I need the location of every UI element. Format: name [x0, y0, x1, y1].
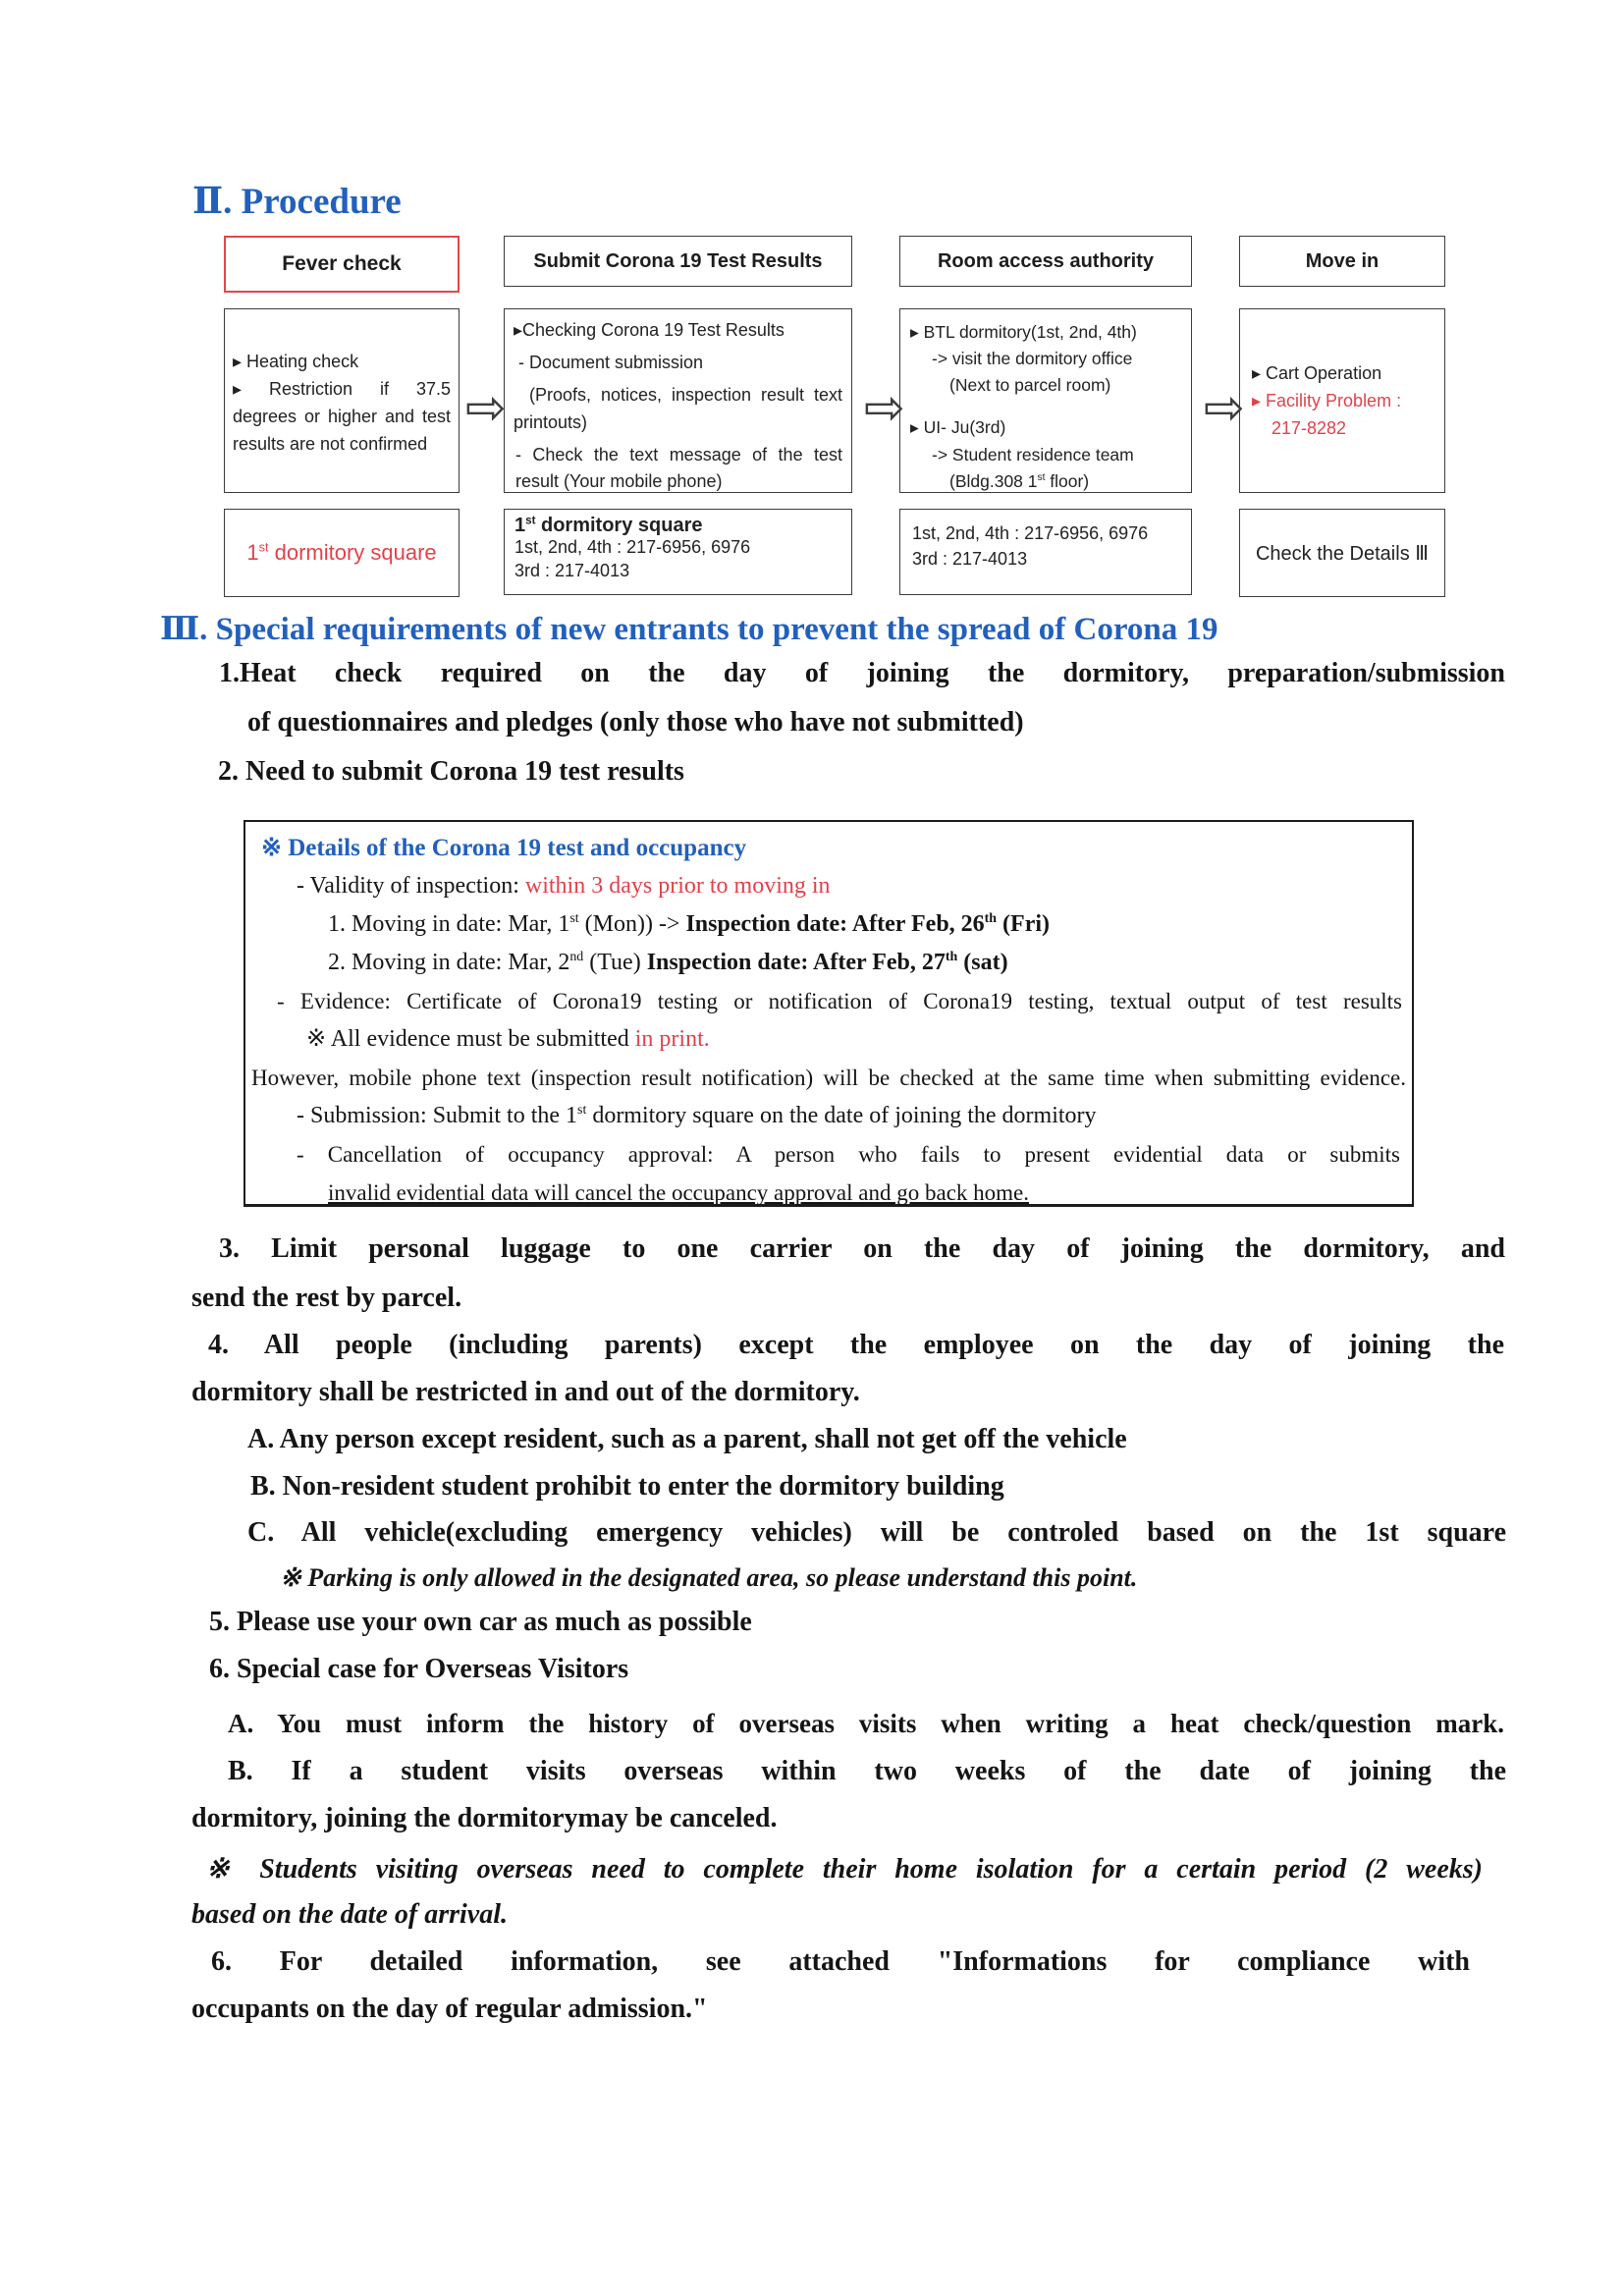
footer-rest: dormitory square: [268, 540, 437, 565]
fever-body-line2: ▸ Restriction if 37.5 degrees or higher and test results are not confirmed: [233, 378, 451, 454]
line6-pre: (Bldg.308 1: [949, 470, 1038, 491]
move2-bold: Inspection date: After Feb, 27: [646, 950, 946, 975]
item-4a: A. Any person except resident, such as a parent, shall not get off the vehicle: [247, 1424, 1127, 1454]
item-4-line-2: dormitory shall be restricted in and out of the dormitory.: [191, 1377, 860, 1407]
overseas-note-line-1: ※ Students visiting overseas need to complete their home isolation for a certain period (2 weeks): [206, 1854, 1483, 1885]
flow-column-submit-results: [504, 236, 852, 601]
overseas-note-line-2: based on the date of arrival.: [191, 1899, 508, 1930]
move-body-line1: ▸ Cart Operation: [1252, 363, 1382, 383]
room-access-footer: [899, 509, 1192, 595]
footer-num: 1: [246, 540, 259, 565]
move1-bold: Inspection date: After Feb, 26: [685, 911, 985, 937]
move1-pre: 1. Moving in date: Mar, 1: [328, 911, 570, 937]
room-body-line2: -> visit the dormitory office: [932, 349, 1133, 369]
submit-body-line3: (Proofs, notices, inspection result text printouts): [514, 384, 842, 432]
footer-sup: st: [525, 514, 536, 527]
move-body-line2: ▸ Facility Problem :: [1252, 390, 1402, 410]
section3-title: Ⅲ. Special requirements of new entrants to prevent the spread of Corona 19: [160, 612, 1218, 647]
room-body-line5: -> Student residence team: [932, 444, 1134, 465]
move2-sup: nd: [569, 950, 584, 964]
footer-text: [246, 540, 436, 566]
flow-column-fever-check: [224, 236, 460, 601]
item-6-last-line-1: 6. For detailed information, see attached "Informations for compliance with: [211, 1946, 1470, 1977]
room-access-header: Room access authority: [899, 236, 1192, 287]
footer-title: [514, 515, 841, 537]
move-body-line3: 217-8282: [1271, 417, 1347, 438]
room-body-line4: ▸ UI- Ju(3rd): [910, 417, 1006, 438]
footer-phone-1: 1st, 2nd, 4th : 217-6956, 6976: [514, 537, 751, 557]
move1-mid: (Mon)) ->: [578, 911, 686, 937]
room-body-line6: [949, 468, 1183, 495]
footer-rest: dormitory square: [535, 515, 703, 536]
fever-check-body: [224, 308, 460, 493]
line6-sup: st: [1037, 471, 1046, 483]
submission-sup: st: [577, 1103, 587, 1118]
print-red: in print.: [634, 1026, 710, 1052]
corona-test-details-box: [243, 820, 1414, 1207]
item-1-line-2: of questionnaires and pledges (only those who have not submitted): [247, 707, 1024, 738]
move-in-body: [1239, 308, 1445, 493]
parking-note: ※ Parking is only allowed in the designated area, so please understand this point.: [280, 1563, 1138, 1592]
move1-bold-sup: th: [984, 911, 998, 926]
details-print: [245, 1020, 1412, 1059]
submission-rest: dormitory square on the date of joining the dormitory: [586, 1103, 1097, 1128]
move-in-header: Move in: [1239, 236, 1445, 287]
room-body-line1: ▸ BTL dormitory(1st, 2nd, 4th): [910, 322, 1137, 342]
item-3-line-1: 3. Limit personal luggage to one carrier on the day of joining the dormitory, and: [219, 1233, 1505, 1264]
details-cancel-line2: invalid evidential data will cancel the occupancy approval and go back home.: [328, 1180, 1029, 1205]
submission-pre: - Submission: Submit to the 1: [297, 1103, 578, 1128]
details-validity: [245, 867, 1412, 905]
arrow-right-icon-3: ⇨: [1204, 379, 1245, 436]
item-4-line-1: 4. All people (including parents) except the employee on the day of joining the: [208, 1330, 1504, 1360]
flow-column-move-in: [1239, 236, 1445, 601]
item-6: 6. Special case for Overseas Visitors: [209, 1654, 629, 1684]
item-5: 5. Please use your own car as much as possible: [209, 1607, 752, 1637]
footer-phone-2: 3rd : 217-4013: [912, 549, 1028, 569]
fever-check-footer: [224, 509, 460, 597]
move2-bold-end: (sat): [957, 950, 1008, 975]
validity-label: - Validity of inspection:: [297, 873, 525, 899]
section2-title: Ⅱ. Procedure: [192, 182, 402, 222]
submit-body-line1: ▸Checking Corona 19 Test Results: [514, 320, 784, 340]
item-6-last-line-2: occupants on the day of regular admission.": [191, 1994, 708, 2024]
submit-results-body: [504, 308, 852, 493]
flow-column-room-access: [899, 236, 1192, 601]
procedure-flowchart: [224, 236, 1445, 601]
move1-bold-end: (Fri): [997, 911, 1051, 937]
details-submission: [245, 1097, 1412, 1135]
item-4c: C. All vehicle(excluding emergency vehicles) will be controled based on the 1st square: [247, 1517, 1506, 1548]
line6-rest: floor): [1045, 470, 1090, 491]
item-6b-line-1: B. If a student visits overseas within two weeks of the date of joining the: [228, 1756, 1506, 1786]
details-however: However, mobile phone text (inspection result notification) will be checked at the same time when submitting evidence.: [251, 1066, 1406, 1090]
move2-mid: (Tue): [583, 950, 647, 975]
submit-results-footer: [504, 509, 852, 595]
item-6b-line-2: dormitory, joining the dormitorymay be canceled.: [191, 1803, 778, 1833]
submit-body-line2: - Document submission: [518, 352, 704, 372]
details-evidence: - Evidence: Certificate of Corona19 testing or notification of Corona19 testing, textual output of test results: [277, 989, 1402, 1013]
item-6a: A. You must inform the history of overseas visits when writing a heat check/question mark.: [228, 1709, 1504, 1738]
move2-bold-sup: th: [945, 950, 958, 964]
item-1-line-1: 1.Heat check required on the day of joining the dormitory, preparation/submission: [219, 658, 1505, 688]
room-access-body: [899, 308, 1192, 493]
item-3-line-2: send the rest by parcel.: [191, 1283, 462, 1313]
move1-sup: st: [569, 911, 579, 926]
room-body-line3: (Next to parcel room): [949, 375, 1111, 396]
details-move1: [245, 905, 1412, 944]
footer-phone-1: 1st, 2nd, 4th : 217-6956, 6976: [912, 523, 1149, 543]
arrow-right-icon-1: ⇨: [465, 379, 507, 436]
fever-check-header: Fever check: [224, 236, 460, 293]
submit-body-line4: - Check the text message of the test result (Your mobile phone): [515, 444, 842, 492]
move-in-footer: Check the Details Ⅲ: [1239, 509, 1445, 597]
footer-sup: st: [258, 539, 269, 555]
fever-body-line1: ▸ Heating check: [233, 352, 359, 371]
details-move2: [245, 944, 1412, 982]
move2-pre: 2. Moving in date: Mar, 2: [328, 950, 570, 975]
item-4b: B. Non-resident student prohibit to enter the dormitory building: [250, 1471, 1004, 1502]
validity-value: within 3 days prior to moving in: [524, 873, 831, 899]
submit-results-header: Submit Corona 19 Test Results: [504, 236, 852, 287]
item-2: 2. Need to submit Corona 19 test results: [218, 756, 684, 787]
print-pre: ※ All evidence must be submitted: [306, 1026, 635, 1052]
details-title: ※ Details of the Corona 19 test and occupancy: [261, 835, 747, 861]
footer-phone-2: 3rd : 217-4013: [514, 561, 630, 580]
arrow-right-icon-2: ⇨: [864, 379, 905, 436]
details-cancel-line1: - Cancellation of occupancy approval: A person who fails to present evidential data or submits: [297, 1142, 1400, 1167]
footer-num: 1: [514, 515, 526, 536]
